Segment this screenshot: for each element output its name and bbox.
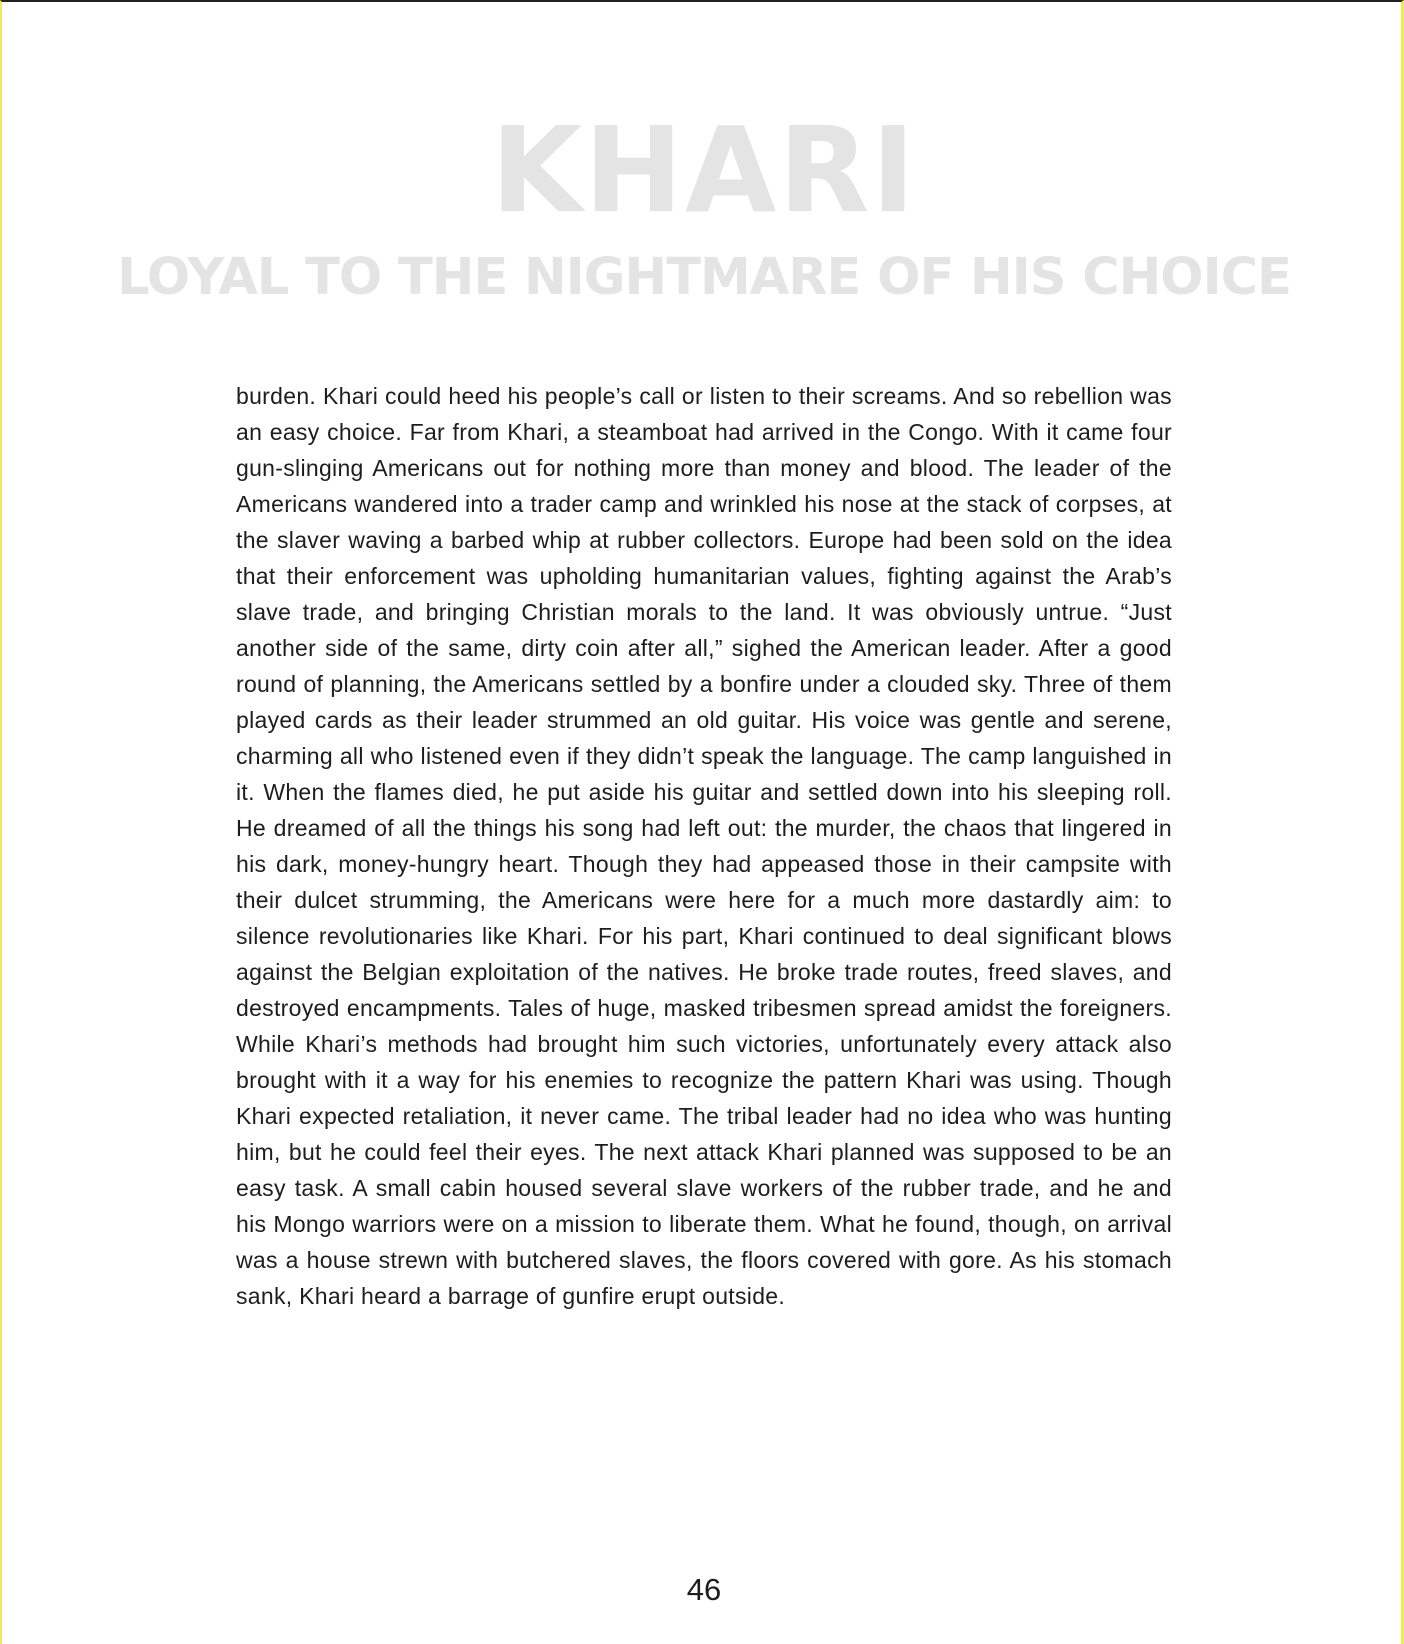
page-number: 46 — [686, 1572, 722, 1607]
page-subtitle: LOYAL TO THE NIGHTMARE OF HIS CHOICE — [117, 248, 1291, 307]
body-paragraph: burden. Khari could heed his people’s call or listen to their screams. And so rebellion was an easy choice. Far from Khari, a steamboat had arrived in the Congo. With it came four gun-slinging Americans out for nothing more than money and blood. The leader of the Americans wandered into a trader camp and wrinkled his nose at the stack of corpses, at the slaver waving a barbed whip at rubber collectors. Europe had been sold on the idea that their enforcement was upholding humanitarian values, fighting against the Arab’s slave trade, and bringing Christian morals to the land. It was obviously untrue. “Just another side of the same, dirty coin after all,” sighed the American leader. After a good round of planning, the Americans settled by a bonfire under a clouded sky. Three of them played cards as their leader strummed an old guitar. His voice was gentle and serene, charming all who listened even if they didn’t speak the language. The camp languished in it. When the flames died, he put aside his guitar and settled down into his sleeping roll. He dreamed of all the things his song had left out: the murder, the chaos that lingered in his dark, money-hungry heart. Though they had appeased those in their campsite with their dulcet strumming, the Americans were here for a much more dastardly aim: to silence revolutionaries like Khari. For his part, Khari continued to deal significant blows against the Belgian exploitation of the natives. He broke trade routes, freed slaves, and destroyed encampments. Tales of huge, masked tribesmen spread amidst the foreigners. While Khari’s methods had brought him such victories, unfortunately every attack also brought with it a way for his enemies to recognize the pattern Khari was using. Though Khari expected retaliation, it never came. The tribal leader had no idea who was hunting him, but he could feel their eyes. The next attack Khari planned was supposed to be an easy task. A small cabin housed several slave workers of the rubber trade, and he and his Mongo warriors were on a mission to liberate them. What he found, though, on arrival was a house strewn with butchered slaves, the floors covered with gore. As his stomach sank, Khari heard a barrage of gunfire erupt outside. — [236, 383, 1172, 1309]
page-title: KHARI — [490, 101, 918, 239]
